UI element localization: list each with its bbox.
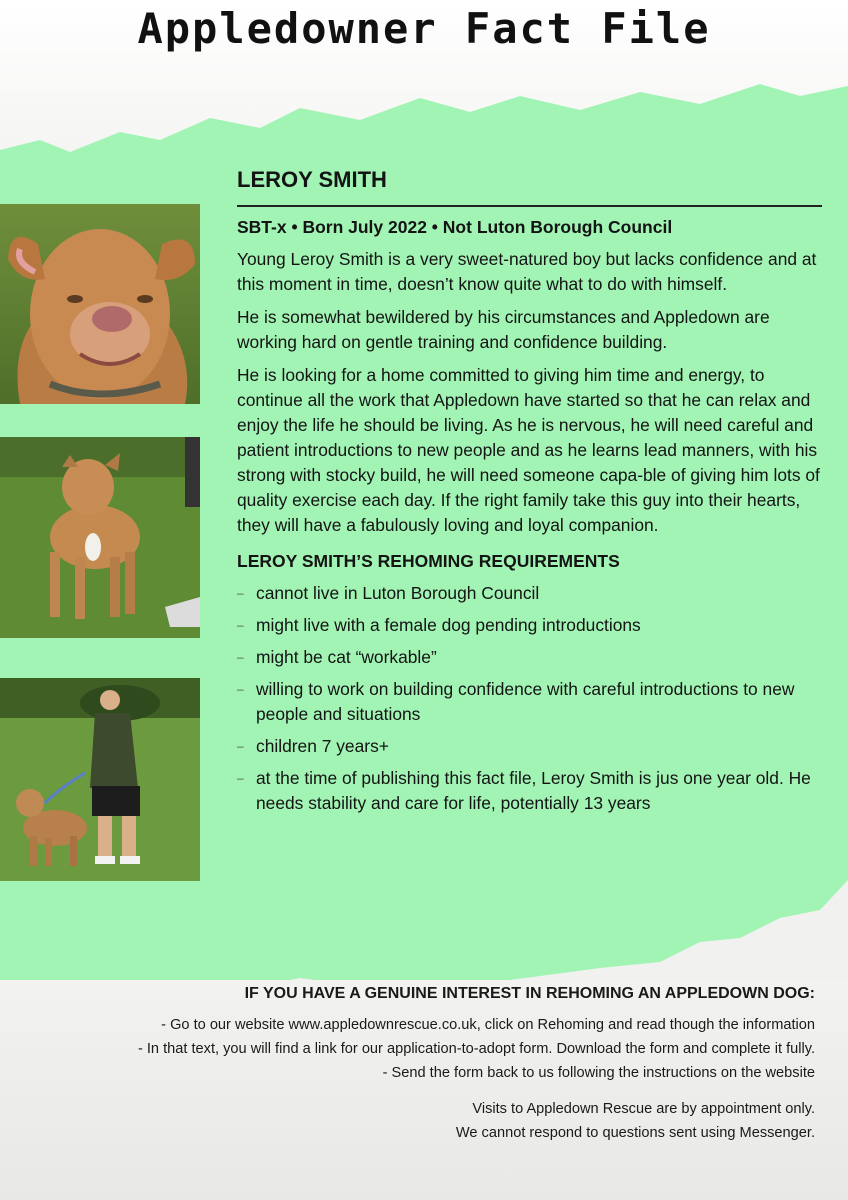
bullet-dash-icon: –: [237, 739, 244, 753]
description-paragraph: Young Leroy Smith is a very sweet-natured boy but lacks confidence and at this moment in time, doesn’t know quite what to do with himself.: [237, 249, 817, 294]
requirement-item: – at the time of publishing this fact file, Leroy Smith is jus one year old. He needs stability and care for life, potentially 13 years: [237, 768, 811, 813]
footer-steps: [15, 1013, 815, 1085]
page-title: Appledowner Fact File: [137, 4, 711, 53]
footer-notes: [15, 1097, 815, 1145]
requirement-item: – children 7 years+: [237, 734, 827, 759]
bullet-dash-icon: –: [237, 650, 244, 664]
requirement-item: – cannot live in Luton Borough Council: [237, 581, 827, 606]
heading-divider: [237, 205, 822, 207]
footer-note-line: Visits to Appledown Rescue are by appointment only.: [472, 1101, 815, 1117]
dog-profile: [237, 160, 827, 823]
bullet-dash-icon: –: [237, 586, 244, 600]
footer-step: - Go to our website www.appledownrescue.co.uk, click on Rehoming and read though the information: [161, 1017, 815, 1033]
footer-heading: IF YOU HAVE A GENUINE INTEREST IN REHOMING AN APPLEDOWN DOG:: [244, 985, 815, 1002]
footer-step: - In that text, you will find a link for our application-to-adopt form. Download the form and complete it fully.: [137, 1041, 815, 1057]
description-paragraph: He is looking for a home committed to giving him time and energy, to continue all the work that Appledown have started so that he can relax and enjoy the life he should be living. As he is nervous, he will need careful and patient introductions to new people and as he learns lead manners, with his strong with stocky build, he will need someone capa-ble of giving him lots of quality exercise each day. If the right family take this guy into their hearts, they will have a fabulously loving and loyal companion.: [237, 365, 820, 535]
requirement-item: – willing to work on building confidence with careful introductions to new people and situations: [237, 679, 795, 724]
requirements-list: [237, 581, 827, 816]
requirement-item: – might be cat “workable”: [237, 645, 827, 670]
description-paragraph: He is somewhat bewildered by his circumstances and Appledown are working hard on gentle training and confidence building.: [237, 307, 770, 352]
bullet-dash-icon: –: [237, 682, 244, 696]
adoption-instructions: [15, 985, 815, 1145]
requirements-heading: LEROY SMITH’S REHOMING REQUIREMENTS: [237, 551, 620, 571]
footer-note-line: We cannot respond to questions sent using Messenger.: [455, 1125, 815, 1141]
dog-name-heading: LEROY SMITH: [237, 167, 387, 192]
dog-headshot-photo: [0, 204, 200, 404]
dog-breed-birth-line: SBT-x • Born July 2022 • Not Luton Borough Council: [237, 217, 673, 237]
bullet-dash-icon: –: [237, 618, 244, 632]
bullet-dash-icon: –: [237, 771, 244, 785]
dog-walking-photo: [0, 678, 200, 881]
requirement-item: – might live with a female dog pending introductions: [237, 613, 827, 638]
dog-standing-photo: [0, 437, 200, 638]
footer-step: - Send the form back to us following the instructions on the website: [382, 1065, 815, 1081]
